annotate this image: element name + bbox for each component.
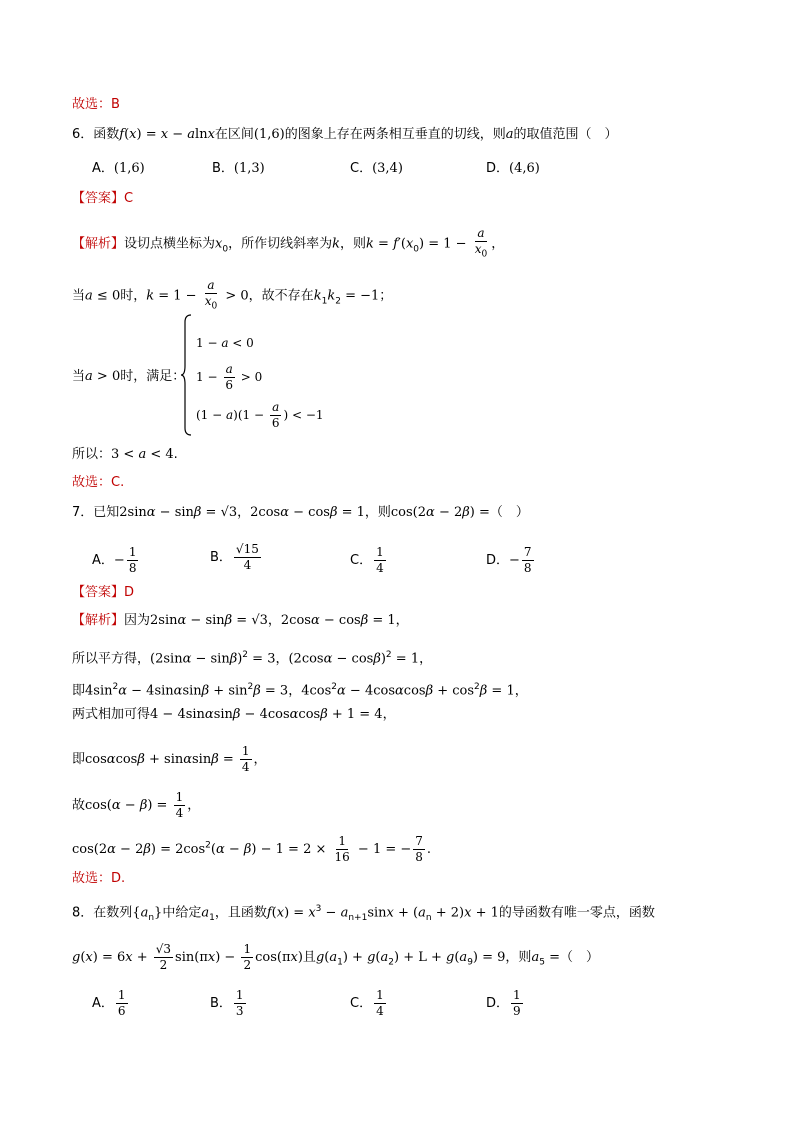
q6-option-a: A．(1,6) bbox=[92, 161, 145, 176]
q7-option-c: C． $\frac{1}{4}$ bbox=[350, 545, 384, 575]
q6-answer: 【答案】C bbox=[72, 191, 134, 206]
q6-end: 的取值范围（ ） bbox=[513, 127, 618, 142]
q7-choice: 故选：D. bbox=[72, 871, 126, 886]
question-6: 6．函数f(x) = x − alnx在区间(1,6)的图象上存在两条相互垂直的切线，则a的取值范围（ ） bbox=[72, 127, 618, 142]
q6-prefix: 6．函数 bbox=[72, 127, 120, 142]
q7-analysis-6: 故cos(α − β) = $\frac{1}{4}$ ， bbox=[72, 790, 201, 820]
q6-mid2: 的图象上存在两条相互垂直的切线，则 bbox=[284, 127, 506, 142]
answer-choice-b: 故选：B bbox=[72, 97, 120, 112]
q7-analysis-2: 所以平方得，$(2\sin\alpha - \sin\beta)^2 = 3$，$(2\cos\alpha - \cos\beta)^2 = 1$， bbox=[72, 650, 433, 667]
q6-choice: 故选：C. bbox=[72, 475, 125, 490]
q8-option-a: A． $\frac{1}{6}$ bbox=[92, 988, 126, 1018]
q8-option-b: B． $\frac{1}{3}$ bbox=[210, 988, 244, 1018]
q7-analysis-7: $\cos(2\alpha - 2\beta) = 2\cos^2(\alpha - \beta) - 1 = 2$ × $\frac{1}{16}$ − 1 = − $\frac{7}{8}$ . bbox=[72, 834, 432, 864]
q6-option-b: B．(1,3) bbox=[212, 161, 265, 176]
q8-option-c: C． $\frac{1}{4}$ bbox=[350, 988, 384, 1018]
q7-option-b: B． $\frac{√15}{4}$ bbox=[210, 542, 259, 572]
q6-mid: 在区间 bbox=[214, 127, 254, 142]
q7-option-d: D．− $\frac{7}{8}$ bbox=[486, 545, 532, 575]
q7-analysis-1: 【解析】因为2sinα − sinβ = √3，2cosα − cosβ = 1， bbox=[72, 613, 409, 628]
question-8: 8．在数列$\{a_n\}$中给定$a_1$，且函数$f(x) = x^3 - a_{n+1}\sin x + (a_n + 2)x + 1$的导函数有唯一零点，函数 bbox=[72, 904, 655, 923]
q8-option-d: D． $\frac{1}{9}$ bbox=[486, 988, 521, 1018]
q7-answer: 【答案】D bbox=[72, 585, 135, 600]
q6-analysis-2: 当a ≤ 0时，k = 1 − $\frac{a}{x_0}$ > 0，故不存在$k_1k_2 = -1$； bbox=[72, 278, 393, 312]
q7-analysis-3: 即$4\sin^2\alpha - 4\sin\alpha\sin\beta + \sin^2\beta = 3$，$4\cos^2\alpha - 4\cos\alpha\cos\beta + \cos^2\beta = 1$， bbox=[72, 682, 528, 699]
q6-option-c: C．(3,4) bbox=[350, 161, 403, 176]
q6-analysis-1: 【解析】设切点横坐标为$x_0$，所作切线斜率为k，则$k = f'(x_0) = 1$ − $\frac{a}{x_0}$ ， bbox=[72, 226, 505, 260]
q7-option-a: A．− $\frac{1}{8}$ bbox=[92, 545, 137, 575]
q6-system-of-inequalities: 1 − a < 0 1 − $\frac{a}{6}$ > 0 (1 − a)(1 − $\frac{a}{6}$ ) < −1 bbox=[180, 314, 320, 436]
left-brace-icon bbox=[180, 314, 192, 436]
q6-option-d: D．(4,6) bbox=[486, 161, 540, 176]
q6-analysis-3: 当a > 0时，满足： bbox=[72, 369, 186, 384]
question-7: 7．已知2sinα − sinβ = √3，2cosα − cosβ = 1，则cos(2α − 2β) =（ ） bbox=[72, 505, 529, 520]
q7-analysis-4: 两式相加可得4 − 4sinαsinβ − 4cosαcosβ + 1 = 4， bbox=[72, 707, 396, 722]
q6-result: 所以：3 < a < 4. bbox=[72, 447, 178, 462]
question-8-line-2: g(x) = 6x + $\frac{√3}{2}$ sin(πx) − $\frac{1}{2}$ cos(πx)且$g(a_1) + g(a_2) + L + g(a_9) = 9$，则$a_5$ =（ ） bbox=[72, 942, 599, 972]
q7-analysis-5: 即cosαcosβ + sinαsinβ = $\frac{1}{4}$ ， bbox=[72, 744, 267, 774]
